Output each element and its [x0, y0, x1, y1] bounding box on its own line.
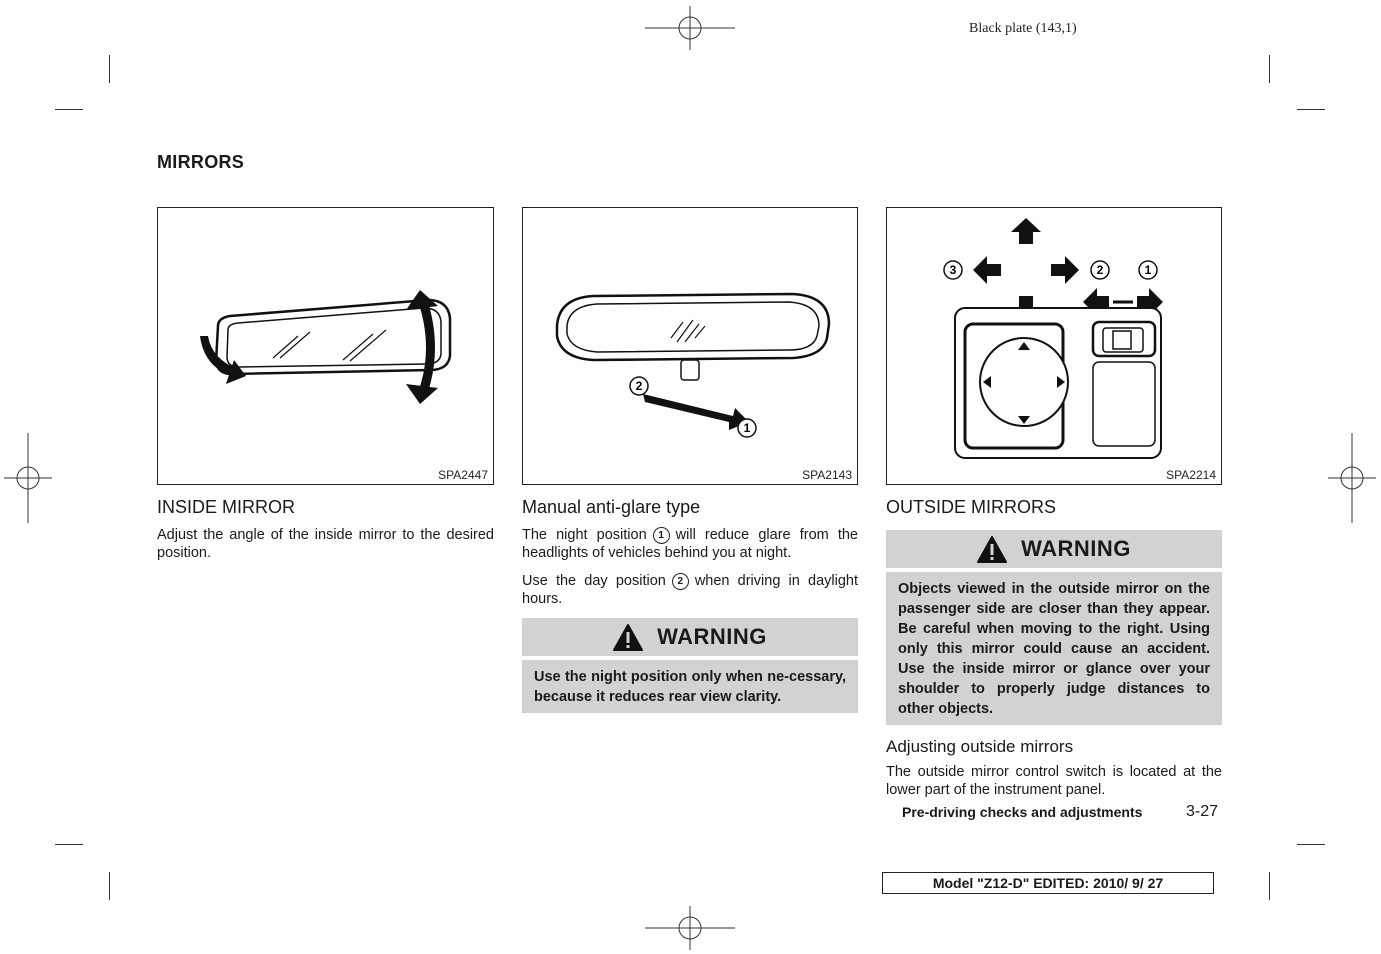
model-edited-box: Model "Z12-D" EDITED: 2010/ 9/ 27	[882, 872, 1214, 894]
section-title: MIRRORS	[157, 152, 245, 172]
plate-label: Black plate (143,1)	[969, 21, 1077, 36]
adjusting-text: The outside mirror control switch is located at the lower part of the instrument panel.	[886, 764, 1222, 798]
night-position-pre: The night position	[522, 527, 647, 543]
callout-1: 1	[1144, 263, 1152, 277]
warning-triangle-icon	[977, 536, 1007, 563]
anti-glare-heading: Manual anti-glare type	[522, 497, 701, 517]
page-number: 3-27	[1186, 803, 1219, 820]
crop-mark	[1297, 844, 1325, 845]
registration-mark-icon	[645, 906, 735, 950]
night-position-text	[522, 526, 858, 562]
registration-mark-icon	[4, 433, 52, 523]
crop-mark	[1297, 109, 1325, 110]
warning-triangle-icon	[613, 624, 643, 651]
crop-mark	[1269, 55, 1270, 83]
inside-mirror-heading: INSIDE MIRROR	[157, 497, 296, 517]
outside-mirrors-heading: OUTSIDE MIRRORS	[886, 497, 1057, 517]
registration-mark-icon	[1328, 433, 1376, 523]
warning-header	[522, 618, 858, 656]
callout-1: 1	[653, 527, 670, 544]
callout-3: 3	[949, 263, 957, 277]
figure-code: SPA2447	[438, 468, 488, 482]
warning-title: WARNING	[1021, 536, 1131, 561]
callout-2: 2	[1096, 263, 1104, 277]
figure-inside-mirror	[157, 207, 494, 485]
inside-mirror-text: Adjust the angle of the inside mirror to the desired position.	[157, 527, 494, 561]
adjusting-heading: Adjusting outside mirrors	[886, 737, 1074, 756]
night-position-post: will reduce glare from the headlights of vehicles behind you at night.	[522, 527, 858, 561]
mirror-switch-illustration	[887, 208, 1221, 484]
figure-code: SPA2214	[1166, 468, 1216, 482]
crop-mark	[1269, 872, 1270, 900]
figure-code: SPA2143	[802, 468, 852, 482]
warning-title: WARNING	[657, 624, 767, 649]
anti-glare-mirror-illustration	[523, 208, 857, 484]
warning-header	[886, 530, 1222, 568]
registration-mark-icon	[645, 6, 735, 50]
column-outside-mirrors	[886, 497, 1222, 809]
day-position-post: when driving in daylight hours.	[522, 573, 858, 607]
day-position-pre: Use the day position	[522, 573, 666, 589]
callout-2: 2	[672, 573, 689, 590]
crop-mark	[109, 55, 110, 83]
figure-anti-glare-mirror	[522, 207, 858, 485]
warning-body: Use the night position only when ne-cessary, because it reduces rear view clarity.	[522, 660, 858, 713]
day-position-text	[522, 572, 858, 608]
inside-mirror-illustration	[158, 208, 493, 484]
warning-body: Objects viewed in the outside mirror on the passenger side are closer than they appear. Be careful when moving to the right. Using only this mirror could cause an accident. Use the inside mirror or glance over your shoulder to properly judge distances to other objects.	[886, 572, 1222, 725]
crop-mark	[55, 109, 83, 110]
figure-outside-mirror-switch	[886, 207, 1222, 485]
column-inside-mirror	[157, 497, 494, 572]
callout-2: 2	[635, 379, 643, 393]
column-anti-glare	[522, 497, 858, 713]
footer-section: Pre-driving checks and adjustments	[902, 804, 1143, 820]
crop-mark	[55, 844, 83, 845]
crop-mark	[109, 872, 110, 900]
callout-1: 1	[743, 421, 751, 435]
